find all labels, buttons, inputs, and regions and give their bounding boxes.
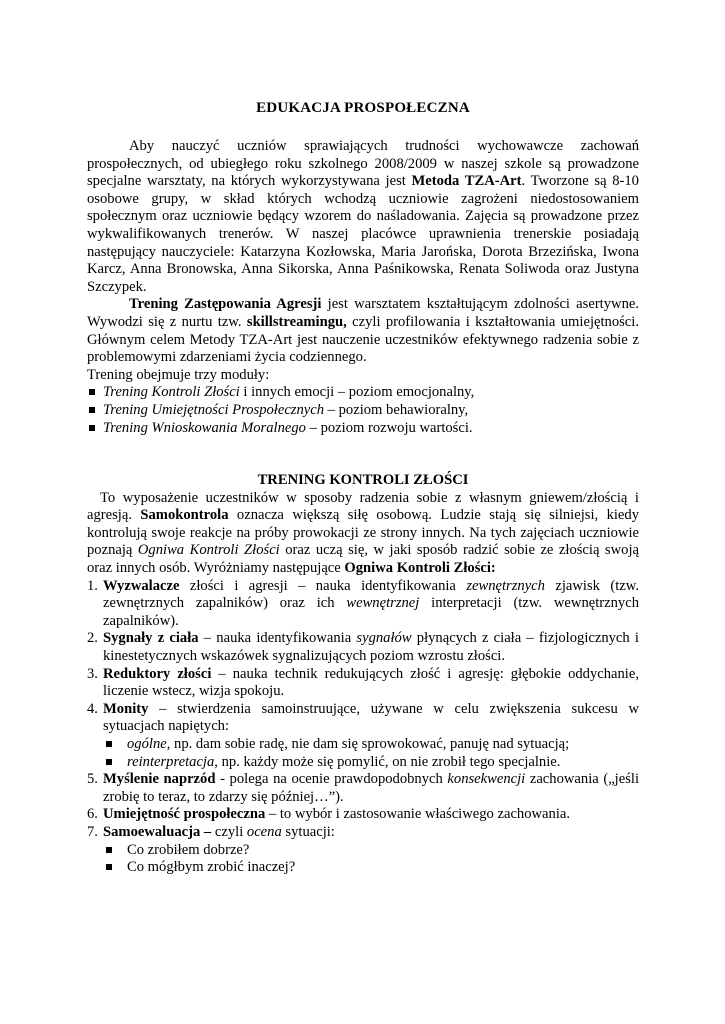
item-emphasis: ogólne [127, 736, 167, 752]
item-text: , np. dam sobie radę, nie dam się sprowokować, panuję nad sytuacją; [166, 736, 570, 752]
item-text: - polega na ocenie prawdopodobnych [215, 771, 448, 788]
page-title: EDUKACJA PROSPOŁECZNA [256, 100, 470, 116]
item-text: , np. każdy może się pomylić, on nie zrobił tego specjalnie. [214, 753, 561, 770]
item-text: zjawisk (tzw. zewnętrznych zapalników) oraz ich [103, 577, 639, 612]
item-text: interpretacji (tzw. wewnętrznych zapalników). [103, 595, 639, 629]
item-term: Reduktory złości [103, 665, 212, 682]
section-text-3: oraz uczą się, w jaki sposób radzić sobie ze złością swoją oraz innych osób. Wyróżniamy następujące [87, 542, 639, 577]
sublist-item [103, 754, 639, 772]
modules-list [87, 384, 639, 437]
item-term: Wyzwalacze [103, 577, 180, 594]
item-text: złości i agresji – nauka identyfikowania [179, 577, 467, 594]
module-name: Trening Wnioskowania Moralnego [103, 419, 306, 436]
section-text-1: To wyposażenie uczestników w sposoby radzenia sobie z własnym gniewem/złością i agresją. [87, 489, 639, 524]
module-desc: – poziom rozwoju wartości. [305, 419, 473, 436]
item-term: Umiejętność prospołeczna [103, 806, 266, 823]
module-name: Trening Kontroli Złości [103, 384, 240, 401]
item-number: 7. [87, 823, 98, 840]
list-item-self-evaluation [87, 824, 639, 877]
item-emphasis: reinterpretacja [127, 753, 215, 770]
item-term: Monity [103, 700, 149, 717]
module-desc: – poziom behawioralny, [324, 401, 469, 418]
item-text: – nauka identyfikowania [198, 630, 357, 647]
item-number: 1. [87, 577, 98, 594]
item-number: 3. [87, 665, 98, 682]
module-name: Trening Umiejętności Prospołecznych [103, 401, 325, 418]
tza-text-1: jest warsztatem kształtującym zdolności asertywne. Wywodzi się z nurtu tzw. [87, 296, 639, 330]
list-item-reminders [87, 701, 639, 771]
item-text: czyli [211, 823, 247, 840]
item-emphasis: zewnętrznych [466, 577, 545, 594]
document-body [87, 99, 639, 877]
item-emphasis: konsekwencji [447, 771, 526, 788]
list-item-triggers [87, 578, 639, 631]
skillstreaming-term: skillstreamingu, [246, 313, 347, 330]
list-item-prosocial-skill [87, 806, 639, 824]
item-term: Myślenie naprzód [103, 771, 216, 788]
tza-name: Trening Zastępowania Agresji [129, 296, 322, 313]
sublist-item: Co zrobiłem dobrze? [103, 842, 639, 860]
item-text: płynących z ciała – fizjologicznych i kinestetycznych wskazówek sygnalizujących poziom wzrostu złości. [103, 630, 639, 665]
self-evaluation-sublist [103, 842, 639, 877]
tza-paragraph [87, 296, 639, 366]
item-text: – to wybór i zastosowanie właściwego zachowania. [265, 806, 571, 823]
tza-text-2: czyli profilowania i kształtowania umiejętności. Głównym celem Metody TZA-Art jest nauczenie uczestników efektywnego radzenia sobie z problemowymi zdarzeniami życia codziennego. [87, 313, 639, 366]
list-item-thinking-ahead [87, 771, 639, 806]
anger-links-term: Ogniwa Kontroli Złości [137, 542, 280, 559]
item-emphasis: sygnałów [356, 630, 412, 647]
intro-method-name: Metoda TZA-Art [411, 173, 522, 190]
module-desc: i innych emocji – poziom emocjonalny, [239, 384, 475, 401]
module-item [87, 402, 639, 420]
intro-paragraph [87, 138, 639, 296]
item-text: – nauka technik redukujących złość i agresję: głębokie oddychanie, liczenie wstecz, wizja spokoju. [103, 665, 639, 700]
item-emphasis: wewnętrznej [346, 595, 420, 612]
list-item-reducers [87, 666, 639, 701]
section-heading: TRENING KONTROLI ZŁOŚCI [257, 472, 469, 489]
item-number: 2. [87, 630, 98, 647]
self-control-term: Samokontrola [140, 507, 229, 524]
modules-intro: Trening obejmuje trzy moduły: [87, 366, 270, 383]
section-spacer [87, 437, 639, 472]
item-emphasis: ocena [246, 823, 282, 840]
intro-text-2: . Tworzone są 8-10 osobowe grupy, w skład których wchodzą uczniowie zagrożeni niedostosowaniem społecznym oraz uczniowie będący wzorem do naśladowania. Zajęcia są prowadzone przez wykwalifikowanych trenerów. W naszej placówce uprawnienia trenerskie posiadają następujący nauczyciele: Katarzyna Kozłowska, Maria Jarońska, Dorota Brzezińska, Iwona Karcz, Anna Bronowska, Anna Sikorska, Anna Paśnikowska, Renata Soliwoda oraz Justyna Szczypek. [87, 173, 639, 295]
item-term: Samoewaluacja – [103, 823, 212, 840]
item-number: 5. [87, 771, 98, 788]
module-item [87, 384, 639, 402]
intro-text-1: Aby nauczyć uczniów sprawiających trudności wychowawcze zachowań prospołecznych, od ubiegłego roku szkolnego 2008/2009 w naszej szkole są prowadzone specjalne warsztaty, na których wykorzystywana jest [87, 138, 639, 190]
sublist-item [103, 736, 639, 754]
section-intro-paragraph [87, 490, 639, 578]
anger-links-heading: Ogniwa Kontroli Złości: [344, 560, 496, 577]
sublist-item: Co mógłbym zrobić inaczej? [103, 859, 639, 877]
section-text-2: oznacza większą siłę osobową. Ludzie stają się silniejsi, kiedy kontrolują swoje reakcje na próby prowokacji ze strony innych. Na tych zajęciach uczniowie poznają [87, 507, 639, 559]
item-text: sytuacji: [281, 823, 335, 840]
item-number: 4. [87, 700, 98, 717]
list-item-body-signals [87, 630, 639, 665]
item-text: – stwierdzenia samoinstruujące, używane w celu zwiększenia sukcesu w sytuacjach napiętych: [103, 700, 639, 735]
anger-control-list [87, 578, 639, 877]
item-term: Sygnały z ciała [103, 630, 199, 647]
item-number: 6. [87, 806, 98, 823]
module-item [87, 420, 639, 438]
reminders-sublist [103, 736, 639, 771]
item-text: zachowania („jeśli zrobię to teraz, to zdarzy się później…”). [103, 771, 640, 805]
